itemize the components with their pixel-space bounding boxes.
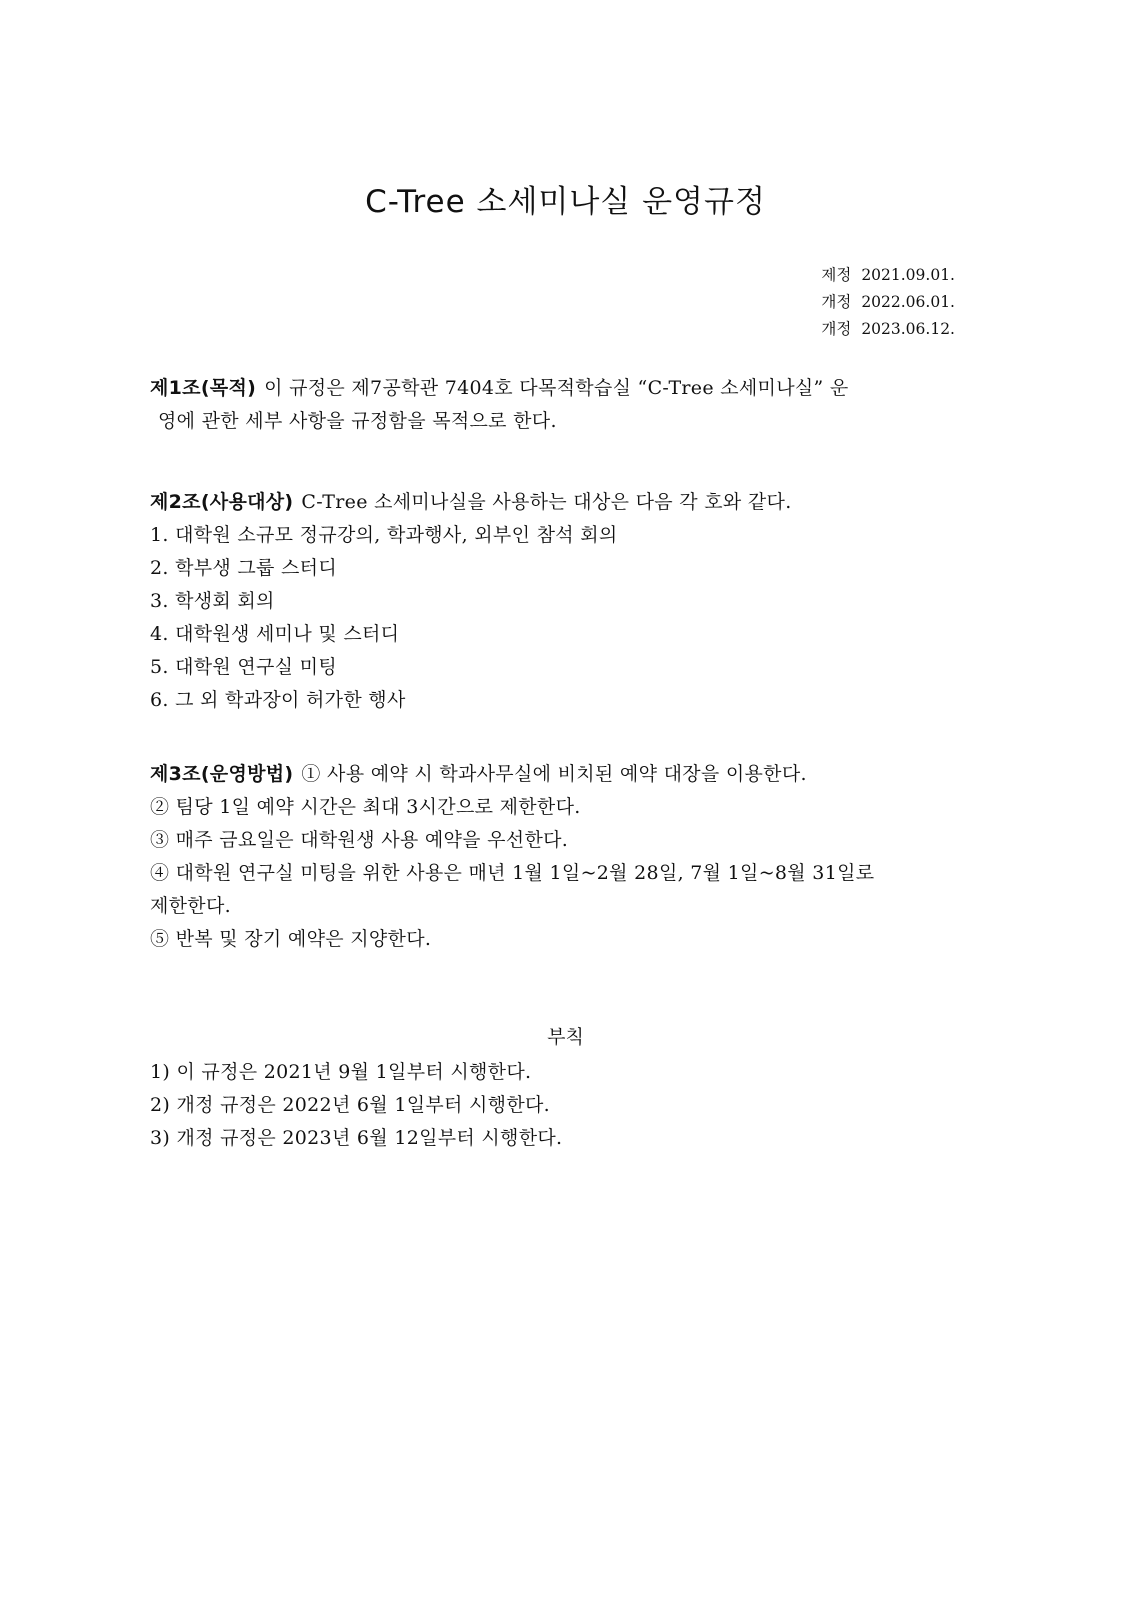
revision-history	[755, 262, 955, 343]
revision-kind: 제정	[821, 266, 852, 284]
article-2-item: 6. 그 외 학과장이 허가한 행사	[150, 689, 406, 711]
supplementary-item: 2) 개정 규정은 2022년 6월 1일부터 시행한다.	[150, 1094, 550, 1116]
revision-kind: 개정	[821, 293, 852, 311]
article-3-item-5: ⑤ 반복 및 장기 예약은 지양한다.	[150, 928, 432, 950]
article-3	[150, 758, 970, 956]
revision-row	[755, 289, 955, 316]
article-3-item-1: ① 사용 예약 시 학과사무실에 비치된 예약 대장을 이용한다.	[301, 763, 807, 785]
supplementary-item: 1) 이 규정은 2021년 9월 1일부터 시행한다.	[150, 1061, 532, 1083]
article-1	[150, 372, 970, 438]
supplementary-provisions	[150, 1056, 970, 1155]
revision-date: 2023.06.12.	[861, 320, 955, 338]
article-2-intro: C-Tree 소세미나실을 사용하는 대상은 다음 각 호와 같다.	[301, 491, 792, 513]
article-2-item: 3. 학생회 회의	[150, 590, 275, 612]
article-3-item-4-cont: 제한한다.	[150, 895, 231, 917]
article-2-item: 1. 대학원 소규모 정규강의, 학과행사, 외부인 참석 회의	[150, 524, 618, 546]
article-2-item: 5. 대학원 연구실 미팅	[150, 656, 337, 678]
revision-row	[755, 316, 955, 343]
article-2	[150, 486, 970, 717]
revision-row	[755, 262, 955, 289]
supplementary-title: 부칙	[547, 1026, 584, 1048]
revision-date: 2022.06.01.	[861, 293, 955, 311]
article-3-heading: 제3조(운영방법)	[150, 763, 294, 785]
article-3-item-3: ③ 매주 금요일은 대학원생 사용 예약을 우선한다.	[150, 829, 569, 851]
supplementary-item: 3) 개정 규정은 2023년 6월 12일부터 시행한다.	[150, 1127, 563, 1149]
article-3-item-4: ④ 대학원 연구실 미팅을 위한 사용은 매년 1월 1일~2월 28일, 7월 1일~8월 31일로	[150, 862, 875, 884]
article-3-item-2: ② 팀당 1일 예약 시간은 최대 3시간으로 제한한다.	[150, 796, 581, 818]
article-1-line	[150, 372, 970, 405]
article-2-item: 4. 대학원생 세미나 및 스터디	[150, 623, 400, 645]
article-1-text-1: 이 규정은 제7공학관 7404호 다목적학습실 “C-Tree 소세미나실” 운	[264, 377, 849, 399]
revision-date: 2021.09.01.	[861, 266, 955, 284]
article-3-line	[150, 758, 970, 791]
document-title: C-Tree 소세미나실 운영규정	[365, 184, 766, 220]
article-1-heading: 제1조(목적)	[150, 377, 257, 399]
revision-kind: 개정	[821, 320, 852, 338]
article-2-item: 2. 학부생 그룹 스터디	[150, 557, 337, 579]
article-2-line	[150, 486, 970, 519]
article-1-text-2: 영에 관한 세부 사항을 규정함을 목적으로 한다.	[158, 410, 557, 432]
article-2-heading: 제2조(사용대상)	[150, 491, 294, 513]
